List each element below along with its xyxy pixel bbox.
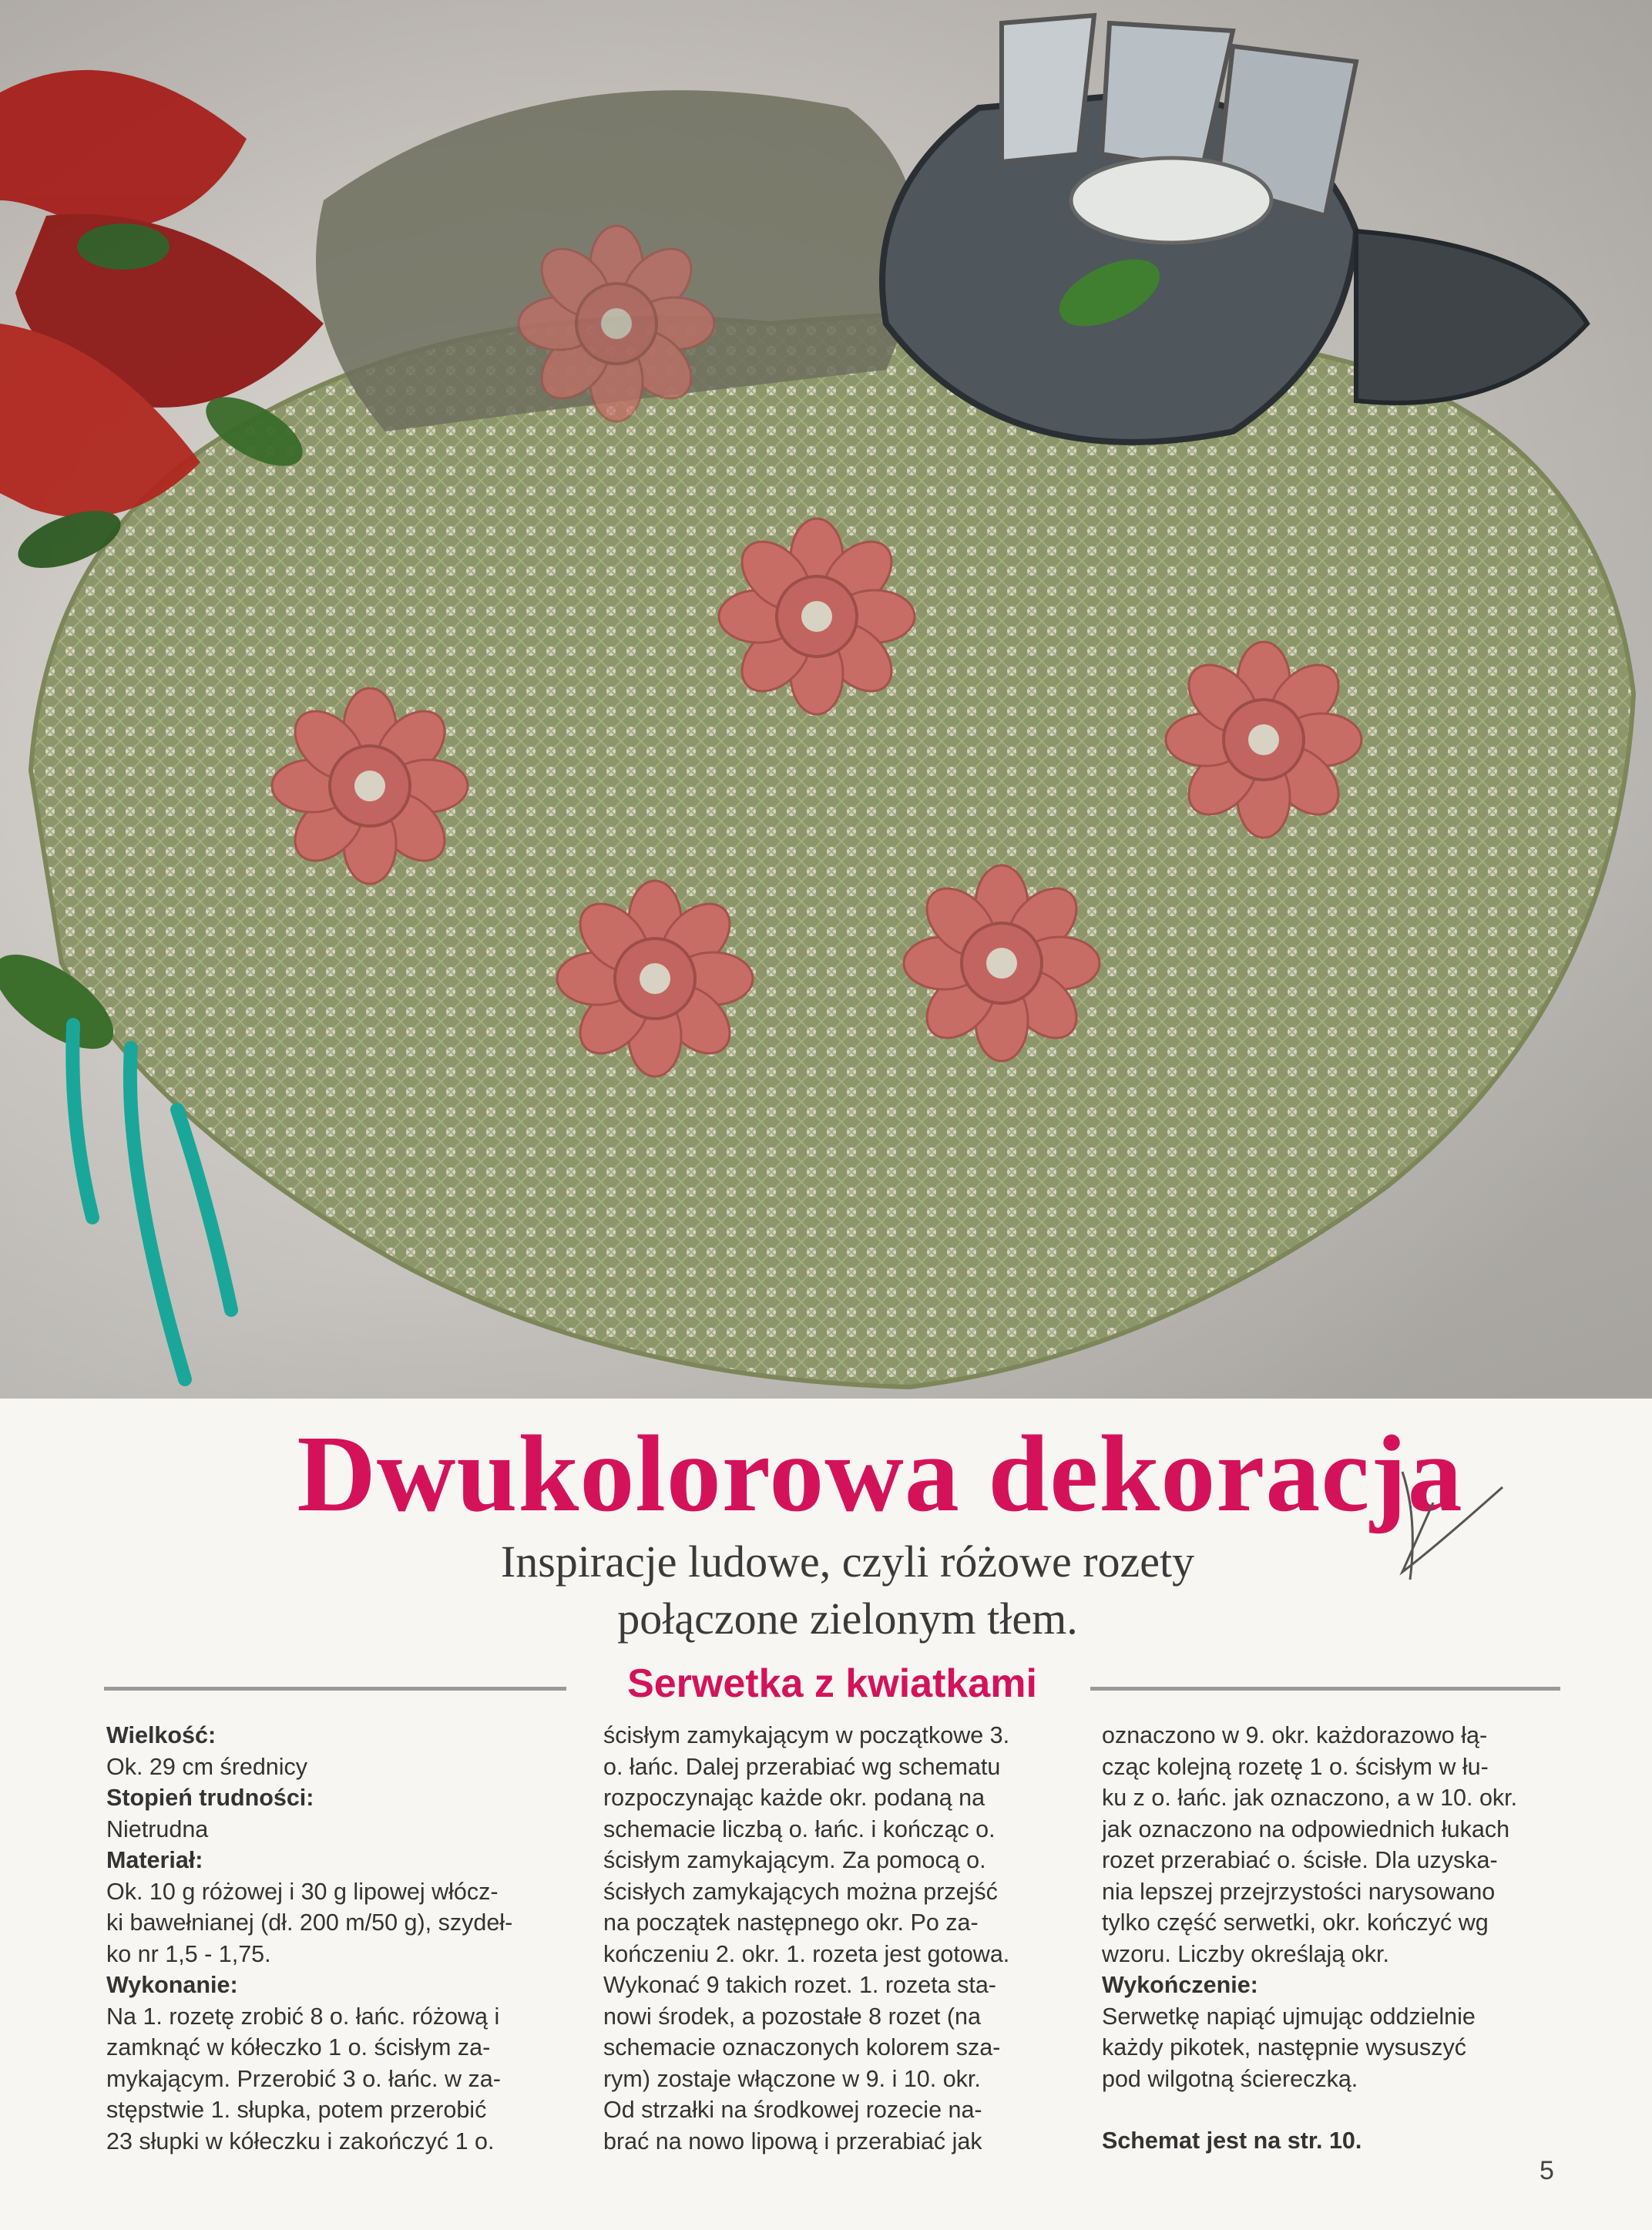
text-line: pod wilgotną ściereczką.	[1102, 2065, 1358, 2092]
difficulty-label: Stopień trudności:	[106, 1785, 314, 1811]
handwritten-mark	[1387, 1456, 1541, 1603]
text-line: kończeniu 2. okr. 1. rozeta jest gotowa.	[603, 1940, 1010, 1967]
text-line: ku z o. łańc. jak oznaczono, a w 10. okr.	[1102, 1785, 1518, 1811]
text-line: schemacie oznaczonych kolorem sza-	[603, 2034, 1001, 2060]
size-value: Ok. 29 cm średnicy	[106, 1753, 308, 1780]
text-line: wzoru. Liczby określają okr.	[1102, 1940, 1389, 1967]
text-line: każdy pikotek, następnie wysuszyć	[1102, 2034, 1466, 2060]
execution-label: Wykonanie:	[106, 1972, 238, 1998]
subtitle-line-2: połączone zielonym tłem.	[617, 1594, 1078, 1644]
text-line: Na 1. rozetę zrobić 8 o. łańc. różową i	[106, 2003, 500, 2030]
text-line: Wykonać 9 takich rozet. 1. rozeta sta-	[603, 1972, 996, 1998]
subtitle-line-1: Inspiracje ludowe, czyli różowe rozety	[500, 1536, 1195, 1587]
text-line: rym) zostaje włączone w 9. i 10. okr.	[603, 2065, 981, 2092]
text-line: ko nr 1,5 - 1,75.	[106, 1940, 271, 1967]
text-line: mykającym. Przerobić 3 o. łańc. w za-	[106, 2065, 501, 2092]
section-header	[104, 1661, 1560, 1714]
text-line: brać na nowo lipową i przerabiać jak	[603, 2128, 982, 2154]
difficulty-value: Nietrudna	[106, 1815, 209, 1842]
text-line: oznaczono w 9. okr. każdorazowo łą-	[1102, 1722, 1488, 1748]
text-line: 23 słupki w kółeczku i zakończyć 1 o.	[106, 2128, 495, 2154]
text-line: Ok. 10 g różowej i 30 g lipowej włócz-	[106, 1878, 499, 1905]
text-line: rozet przerabiać o. ścisłe. Dla uzyska-	[1102, 1847, 1498, 1873]
text-line: Od strzałki na środkowej rozecie na-	[603, 2097, 982, 2123]
page-number: 5	[1540, 2156, 1554, 2185]
text-line: o. łańc. Dalej przerabiać wg schematu	[603, 1753, 1001, 1780]
text-column-2	[603, 1720, 1066, 2157]
text-line: nowi środek, a pozostałe 8 rozet (na	[603, 2003, 981, 2030]
text-line: schemacie liczbą o. łańc. i kończąc o.	[603, 1815, 996, 1842]
text-line: tylko część serwetki, okr. kończyć wg	[1102, 1909, 1489, 1936]
article-title: Dwukolorowa dekoracja	[297, 1412, 1463, 1534]
text-line: zamknąć w kółeczko 1 o. ścisłym za-	[106, 2034, 491, 2060]
text-line: ścisłym zamykającym. Za pomocą o.	[603, 1847, 986, 1873]
text-line: jak oznaczono na odpowiednich łukach	[1102, 1815, 1510, 1842]
text-line: rozpoczynając każde okr. podaną na	[603, 1785, 985, 1811]
text-line: ścisłym zamykającym w początkowe 3.	[603, 1722, 1010, 1748]
text-line: ki bawełnianej (dł. 200 m/50 g), szydeł-	[106, 1909, 513, 1936]
text-column-3	[1102, 1720, 1563, 2157]
article-subtitle	[308, 1533, 1387, 1647]
text-line: na początek następnego okr. Po za-	[603, 1909, 979, 1936]
schema-reference: Schemat jest na str. 10.	[1102, 2128, 1362, 2154]
text-line: nia lepszej przejrzystości narysowano	[1102, 1878, 1496, 1905]
finish-label: Wykończenie:	[1102, 1972, 1258, 1998]
section-title: Serwetka z kwiatkami	[627, 1661, 1037, 1706]
text-line: Serwetkę napiąć ujmując oddzielnie	[1102, 2003, 1476, 2030]
divider-right	[1090, 1687, 1560, 1691]
text-line: ścisłych zamykających można przejść	[603, 1878, 998, 1905]
size-label: Wielkość:	[106, 1722, 217, 1748]
text-line: stępstwie 1. słupka, potem przerobić	[106, 2097, 487, 2123]
text-line: cząc kolejną rozetę 1 o. ścisłym w łu-	[1102, 1753, 1489, 1780]
material-label: Materiał:	[106, 1847, 203, 1873]
text-column-1	[106, 1720, 565, 2157]
